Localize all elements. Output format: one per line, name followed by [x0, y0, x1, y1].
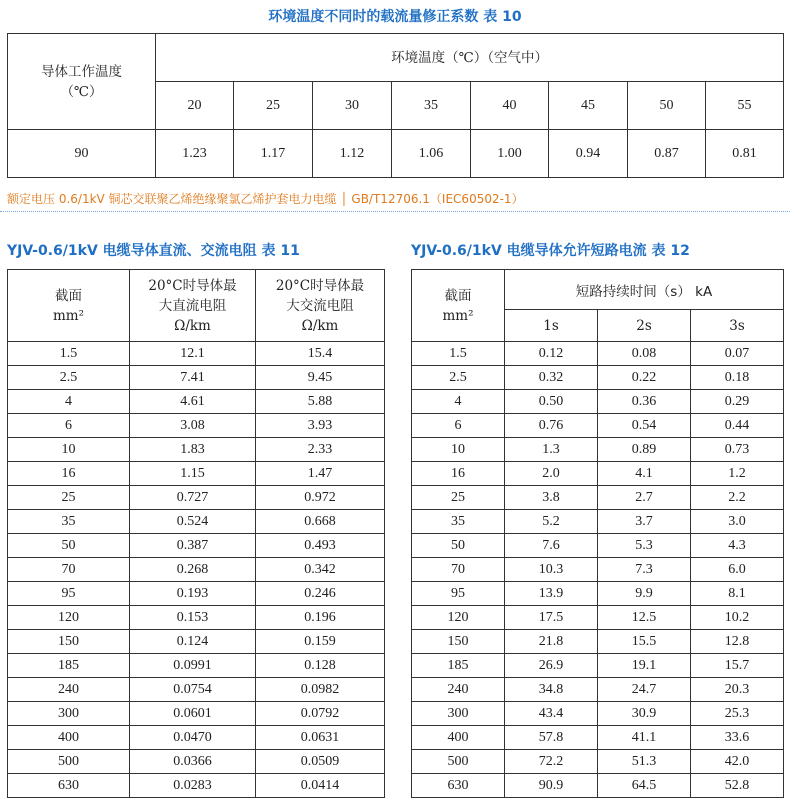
ac-resistance-cell: 0.128 — [256, 654, 385, 678]
section-cell: 120 — [412, 606, 505, 630]
table-row — [412, 390, 784, 414]
table-row — [8, 678, 385, 702]
table-row — [8, 630, 385, 654]
table-row — [412, 654, 784, 678]
t10-factors-row — [8, 130, 784, 178]
dc-resistance-cell: 0.153 — [130, 606, 256, 630]
dc-resistance-cell: 3.08 — [130, 414, 256, 438]
dc-resistance-cell: 0.0601 — [130, 702, 256, 726]
table-row — [412, 606, 784, 630]
table11-resistance — [7, 269, 385, 798]
table-row — [8, 558, 385, 582]
ambient-temp-cell: 45 — [549, 82, 628, 130]
table10-correction-factors — [7, 33, 784, 178]
section-cell: 630 — [412, 774, 505, 798]
current-2s-cell: 15.5 — [598, 630, 691, 654]
current-3s-cell: 52.8 — [691, 774, 784, 798]
table-row — [412, 750, 784, 774]
dc-resistance-cell: 4.61 — [130, 390, 256, 414]
current-1s-cell: 90.9 — [505, 774, 598, 798]
current-3s-cell: 4.3 — [691, 534, 784, 558]
current-1s-cell: 10.3 — [505, 558, 598, 582]
section-cell: 150 — [412, 630, 505, 654]
section-cell: 630 — [8, 774, 130, 798]
current-3s-cell: 2.2 — [691, 486, 784, 510]
current-2s-cell: 64.5 — [598, 774, 691, 798]
current-2s-cell: 0.54 — [598, 414, 691, 438]
t11-header-ac-resistance: 20°C时导体最 大交流电阻 Ω/km — [256, 270, 385, 342]
correction-factor-cell: 0.81 — [706, 130, 784, 178]
current-2s-cell: 3.7 — [598, 510, 691, 534]
table-row — [8, 438, 385, 462]
ac-resistance-cell: 2.33 — [256, 438, 385, 462]
current-2s-cell: 30.9 — [598, 702, 691, 726]
dc-resistance-cell: 0.268 — [130, 558, 256, 582]
section-cell: 2.5 — [412, 366, 505, 390]
current-1s-cell: 72.2 — [505, 750, 598, 774]
ambient-temp-cell: 25 — [234, 82, 313, 130]
section-cell: 10 — [8, 438, 130, 462]
section-cell: 400 — [412, 726, 505, 750]
current-1s-cell: 0.50 — [505, 390, 598, 414]
current-3s-cell: 12.8 — [691, 630, 784, 654]
table12-title: YJV-0.6/1kV 电缆导体允许短路电流 表 12 — [411, 243, 690, 259]
section-cell: 240 — [412, 678, 505, 702]
table10-title: 环境温度不同时的载流量修正系数 表 10 — [268, 9, 522, 25]
current-3s-cell: 0.73 — [691, 438, 784, 462]
table11-title: YJV-0.6/1kV 电缆导体直流、交流电阻 表 11 — [7, 243, 300, 259]
correction-factor-cell: 1.00 — [471, 130, 549, 178]
current-2s-cell: 0.08 — [598, 342, 691, 366]
section-cell: 500 — [8, 750, 130, 774]
current-2s-cell: 12.5 — [598, 606, 691, 630]
current-2s-cell: 0.22 — [598, 366, 691, 390]
current-3s-cell: 25.3 — [691, 702, 784, 726]
current-1s-cell: 2.0 — [505, 462, 598, 486]
current-3s-cell: 0.29 — [691, 390, 784, 414]
ac-resistance-cell: 0.246 — [256, 582, 385, 606]
current-3s-cell: 0.44 — [691, 414, 784, 438]
ambient-temp-cell: 50 — [628, 82, 706, 130]
section-cell: 300 — [8, 702, 130, 726]
ac-resistance-cell: 0.493 — [256, 534, 385, 558]
table-row — [8, 414, 385, 438]
ambient-temp-cell: 20 — [156, 82, 234, 130]
dc-resistance-cell: 7.41 — [130, 366, 256, 390]
ac-resistance-cell: 0.0509 — [256, 750, 385, 774]
current-1s-cell: 0.76 — [505, 414, 598, 438]
section-cell: 185 — [412, 654, 505, 678]
current-1s-cell: 21.8 — [505, 630, 598, 654]
correction-factor-cell: 0.87 — [628, 130, 706, 178]
dc-resistance-cell: 1.83 — [130, 438, 256, 462]
section-cell: 16 — [412, 462, 505, 486]
section-cell: 240 — [8, 678, 130, 702]
product-note: 额定电压 0.6/1kV 铜芯交联聚乙烯绝缘聚氯乙烯护套电力电缆 │ GB/T12706.1（IEC60502-1） — [7, 192, 524, 206]
table-row — [412, 342, 784, 366]
table-row — [8, 534, 385, 558]
ac-resistance-cell: 0.159 — [256, 630, 385, 654]
table-row — [8, 582, 385, 606]
dc-resistance-cell: 0.124 — [130, 630, 256, 654]
current-2s-cell: 0.89 — [598, 438, 691, 462]
t11-header-section: 截面 mm² — [8, 270, 130, 342]
table-row — [8, 726, 385, 750]
ac-resistance-cell: 9.45 — [256, 366, 385, 390]
current-3s-cell: 8.1 — [691, 582, 784, 606]
dc-resistance-cell: 0.0366 — [130, 750, 256, 774]
t10-header-conductor-temp: 导体工作温度 （℃） — [8, 34, 156, 130]
section-cell: 95 — [8, 582, 130, 606]
table-row — [412, 774, 784, 798]
section-cell: 35 — [8, 510, 130, 534]
current-1s-cell: 57.8 — [505, 726, 598, 750]
t10-conductor-temp-value: 90 — [8, 130, 156, 178]
section-cell: 50 — [8, 534, 130, 558]
section-cell: 16 — [8, 462, 130, 486]
current-2s-cell: 0.36 — [598, 390, 691, 414]
ac-resistance-cell: 0.0414 — [256, 774, 385, 798]
dc-resistance-cell: 0.0991 — [130, 654, 256, 678]
current-3s-cell: 10.2 — [691, 606, 784, 630]
correction-factor-cell: 1.12 — [313, 130, 392, 178]
ambient-temp-cell: 35 — [392, 82, 471, 130]
current-3s-cell: 3.0 — [691, 510, 784, 534]
ac-resistance-cell: 0.972 — [256, 486, 385, 510]
current-1s-cell: 5.2 — [505, 510, 598, 534]
section-cell: 400 — [8, 726, 130, 750]
table-row — [8, 390, 385, 414]
section-cell: 25 — [412, 486, 505, 510]
section-cell: 70 — [412, 558, 505, 582]
section-cell: 25 — [8, 486, 130, 510]
table-row — [412, 582, 784, 606]
current-2s-cell: 41.1 — [598, 726, 691, 750]
section-cell: 1.5 — [8, 342, 130, 366]
correction-factor-cell: 1.06 — [392, 130, 471, 178]
ac-resistance-cell: 3.93 — [256, 414, 385, 438]
section-cell: 120 — [8, 606, 130, 630]
section-cell: 150 — [8, 630, 130, 654]
current-1s-cell: 17.5 — [505, 606, 598, 630]
ac-resistance-cell: 0.0982 — [256, 678, 385, 702]
current-1s-cell: 3.8 — [505, 486, 598, 510]
dc-resistance-cell: 0.0754 — [130, 678, 256, 702]
dc-resistance-cell: 12.1 — [130, 342, 256, 366]
current-1s-cell: 0.12 — [505, 342, 598, 366]
table-row — [412, 462, 784, 486]
t12-header-section: 截面 mm² — [412, 270, 505, 342]
ac-resistance-cell: 0.342 — [256, 558, 385, 582]
table-row — [412, 510, 784, 534]
table-row — [8, 774, 385, 798]
current-1s-cell: 43.4 — [505, 702, 598, 726]
ambient-temp-cell: 40 — [471, 82, 549, 130]
current-3s-cell: 15.7 — [691, 654, 784, 678]
section-cell: 6 — [412, 414, 505, 438]
table-row — [412, 486, 784, 510]
t10-header-ambient-group: 环境温度（℃）（空气中） — [156, 34, 784, 82]
current-3s-cell: 0.18 — [691, 366, 784, 390]
section-cell: 1.5 — [412, 342, 505, 366]
current-3s-cell: 33.6 — [691, 726, 784, 750]
current-2s-cell: 7.3 — [598, 558, 691, 582]
section-cell: 300 — [412, 702, 505, 726]
current-3s-cell: 6.0 — [691, 558, 784, 582]
current-3s-cell: 0.07 — [691, 342, 784, 366]
dc-resistance-cell: 0.727 — [130, 486, 256, 510]
table-row — [412, 726, 784, 750]
dc-resistance-cell: 0.387 — [130, 534, 256, 558]
table-row — [412, 630, 784, 654]
current-1s-cell: 0.32 — [505, 366, 598, 390]
current-2s-cell: 5.3 — [598, 534, 691, 558]
section-cell: 50 — [412, 534, 505, 558]
correction-factor-cell: 1.17 — [234, 130, 313, 178]
table-row — [8, 750, 385, 774]
table-row — [412, 366, 784, 390]
ac-resistance-cell: 0.668 — [256, 510, 385, 534]
current-1s-cell: 1.3 — [505, 438, 598, 462]
ac-resistance-cell: 0.196 — [256, 606, 385, 630]
divider — [0, 211, 790, 212]
table-row — [8, 654, 385, 678]
table-row — [412, 534, 784, 558]
current-2s-cell: 9.9 — [598, 582, 691, 606]
dc-resistance-cell: 0.524 — [130, 510, 256, 534]
table-row — [8, 486, 385, 510]
dc-resistance-cell: 0.0283 — [130, 774, 256, 798]
section-cell: 10 — [412, 438, 505, 462]
table-row — [8, 606, 385, 630]
current-1s-cell: 13.9 — [505, 582, 598, 606]
section-cell: 2.5 — [8, 366, 130, 390]
section-cell: 6 — [8, 414, 130, 438]
table-row — [8, 462, 385, 486]
current-3s-cell: 42.0 — [691, 750, 784, 774]
section-cell: 4 — [8, 390, 130, 414]
correction-factor-cell: 1.23 — [156, 130, 234, 178]
table-row — [412, 678, 784, 702]
section-cell: 4 — [412, 390, 505, 414]
table12-short-circuit-current — [411, 269, 784, 798]
ac-resistance-cell: 15.4 — [256, 342, 385, 366]
correction-factor-cell: 0.94 — [549, 130, 628, 178]
ac-resistance-cell: 0.0631 — [256, 726, 385, 750]
section-cell: 95 — [412, 582, 505, 606]
ambient-temp-cell: 30 — [313, 82, 392, 130]
table-row — [8, 366, 385, 390]
table-row — [8, 510, 385, 534]
current-3s-cell: 1.2 — [691, 462, 784, 486]
ambient-temp-cell: 55 — [706, 82, 784, 130]
current-2s-cell: 19.1 — [598, 654, 691, 678]
duration-header-cell: 2s — [598, 310, 691, 342]
current-3s-cell: 20.3 — [691, 678, 784, 702]
t11-header-dc-resistance: 20°C时导体最 大直流电阻 Ω/km — [130, 270, 256, 342]
duration-header-cell: 3s — [691, 310, 784, 342]
section-cell: 185 — [8, 654, 130, 678]
dc-resistance-cell: 1.15 — [130, 462, 256, 486]
current-2s-cell: 2.7 — [598, 486, 691, 510]
ac-resistance-cell: 5.88 — [256, 390, 385, 414]
table-row — [412, 414, 784, 438]
table-row — [8, 342, 385, 366]
current-1s-cell: 26.9 — [505, 654, 598, 678]
table-row — [412, 438, 784, 462]
ac-resistance-cell: 1.47 — [256, 462, 385, 486]
duration-header-cell: 1s — [505, 310, 598, 342]
ac-resistance-cell: 0.0792 — [256, 702, 385, 726]
table-row — [412, 558, 784, 582]
dc-resistance-cell: 0.193 — [130, 582, 256, 606]
table-row — [8, 702, 385, 726]
table-row — [412, 702, 784, 726]
current-2s-cell: 4.1 — [598, 462, 691, 486]
current-1s-cell: 34.8 — [505, 678, 598, 702]
t12-header-duration-group: 短路持续时间（s） kA — [505, 270, 784, 310]
current-2s-cell: 24.7 — [598, 678, 691, 702]
current-1s-cell: 7.6 — [505, 534, 598, 558]
dc-resistance-cell: 0.0470 — [130, 726, 256, 750]
section-cell: 35 — [412, 510, 505, 534]
current-2s-cell: 51.3 — [598, 750, 691, 774]
section-cell: 70 — [8, 558, 130, 582]
section-cell: 500 — [412, 750, 505, 774]
